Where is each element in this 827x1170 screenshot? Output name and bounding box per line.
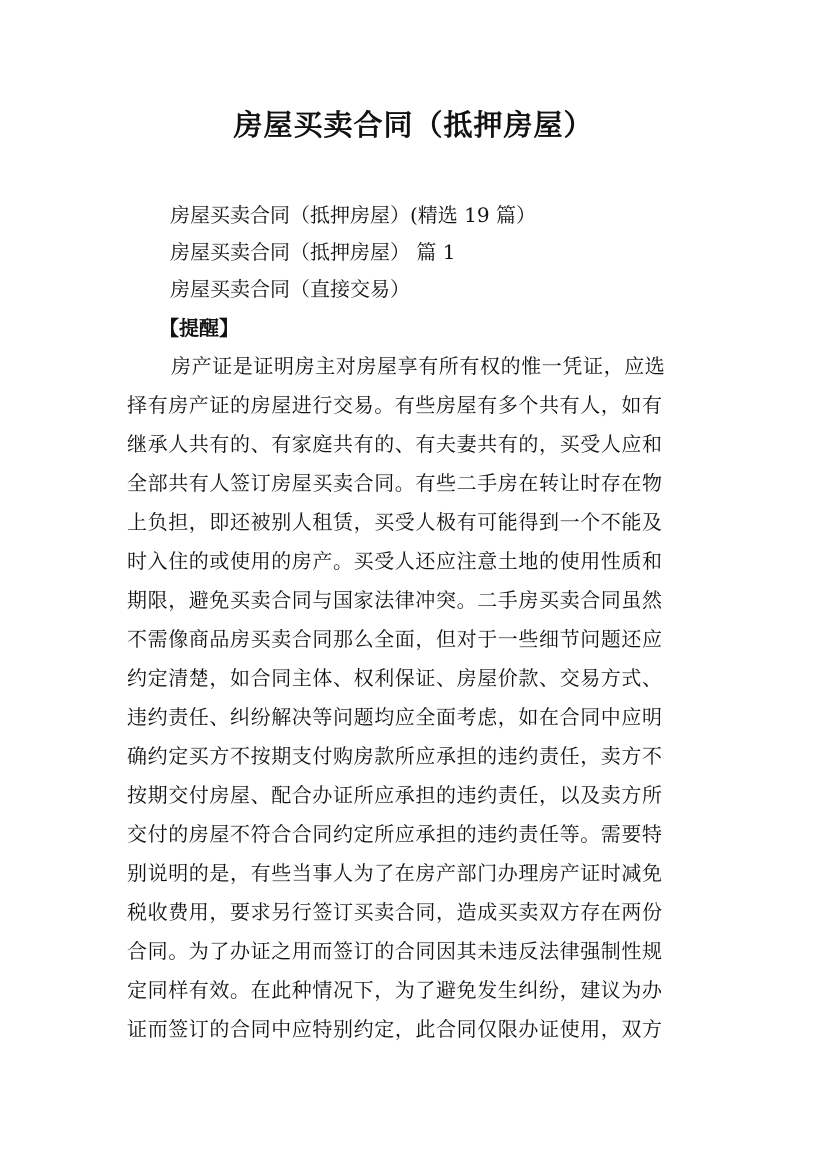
paragraph-line: 税收费用，要求另行签订买卖合同，造成买卖双方存在两份 xyxy=(127,900,663,924)
contents-item: 房屋买卖合同（直接交易） xyxy=(170,277,410,301)
contents-item: 房屋买卖合同（抵押房屋）(精选 19 篇） xyxy=(170,203,536,227)
reminder-paragraph xyxy=(127,347,717,1049)
paragraph-line: 期限，避免买卖合同与国家法律冲突。二手房买卖合同虽然 xyxy=(127,588,663,612)
paragraph-line: 全部共有人签订房屋买卖合同。有些二手房在转让时存在物 xyxy=(127,471,663,495)
document-title: 房屋买卖合同（抵押房屋） xyxy=(233,108,594,142)
paragraph-line: 定同样有效。在此种情况下，为了避免发生纠纷，建议为办 xyxy=(127,978,663,1002)
paragraph-line: 上负担，即还被别人租赁，买受人极有可能得到一个不能及 xyxy=(127,510,663,534)
paragraph-line: 不需像商品房买卖合同那么全面，但对于一些细节问题还应 xyxy=(127,627,663,651)
paragraph-line: 时入住的或使用的房产。买受人还应注意土地的使用性质和 xyxy=(127,549,663,573)
contents-list xyxy=(170,197,730,308)
contents-item: 房屋买卖合同（抵押房屋） 篇 1 xyxy=(170,240,456,264)
paragraph-line: 择有房产证的房屋进行交易。有些房屋有多个共有人，如有 xyxy=(127,393,663,417)
paragraph-line: 房产证是证明房主对房屋享有所有权的惟一凭证，应选 xyxy=(171,354,666,378)
paragraph-line: 别说明的是，有些当事人为了在房产部门办理房产证时减免 xyxy=(127,861,663,885)
paragraph-line: 合同。为了办证之用而签订的合同因其未违反法律强制性规 xyxy=(127,939,663,963)
paragraph-line: 确约定买方不按期支付购房款所应承担的违约责任，卖方不 xyxy=(127,744,663,768)
reminder-heading: 【提醒】 xyxy=(159,316,239,340)
paragraph-line: 交付的房屋不符合合同约定所应承担的违约责任等。需要特 xyxy=(127,822,663,846)
paragraph-line: 违约责任、纠纷解决等问题均应全面考虑，如在合同中应明 xyxy=(127,705,663,729)
paragraph-line: 约定清楚，如合同主体、权利保证、房屋价款、交易方式、 xyxy=(127,666,663,690)
paragraph-line: 继承人共有的、有家庭共有的、有夫妻共有的，买受人应和 xyxy=(127,432,663,456)
paragraph-line: 按期交付房屋、配合办证所应承担的违约责任，以及卖方所 xyxy=(127,783,663,807)
paragraph-line: 证而签订的合同中应特别约定，此合同仅限办证使用，双方 xyxy=(127,1017,663,1041)
